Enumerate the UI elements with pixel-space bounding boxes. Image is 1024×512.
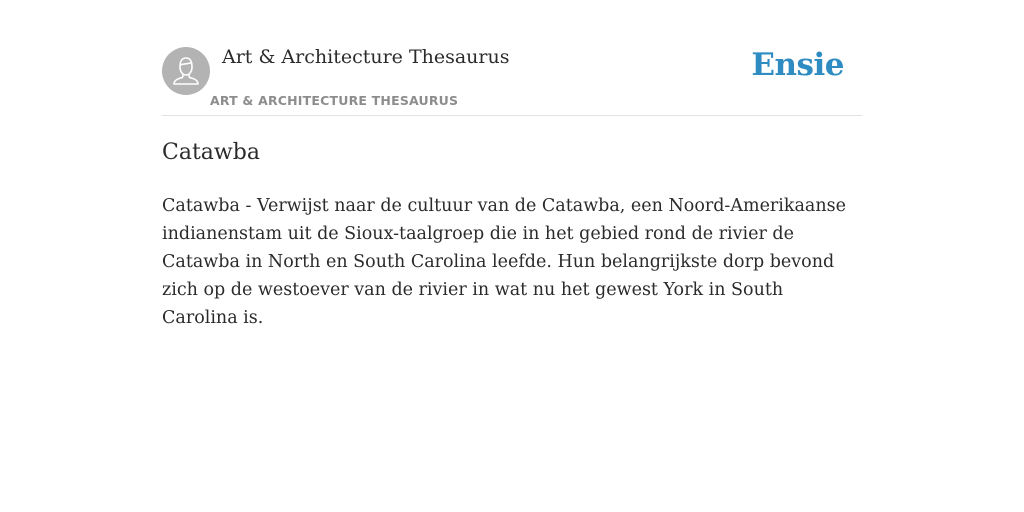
source-name[interactable]: Art & Architecture Thesaurus bbox=[222, 46, 510, 68]
source-caption: ART & ARCHITECTURE THESAURUS bbox=[210, 93, 459, 108]
page-header bbox=[162, 0, 862, 116]
user-silhouette-icon bbox=[162, 47, 210, 95]
ensie-logo[interactable]: Ensie bbox=[751, 47, 844, 83]
avatar[interactable] bbox=[162, 47, 210, 95]
entry-definition: Catawba - Verwijst naar de cultuur van de Catawba, een Noord-Amerikaanse indianenstam uit de Sioux-taalgroep die in het gebied rond de rivier de Catawba in North en South Carolina leefde. Hun belangrijkste dorp bevond zich op de westoever van de rivier in wat nu het gewest York in South Carolina is. bbox=[162, 196, 846, 328]
entry-title: Catawba bbox=[162, 140, 260, 165]
